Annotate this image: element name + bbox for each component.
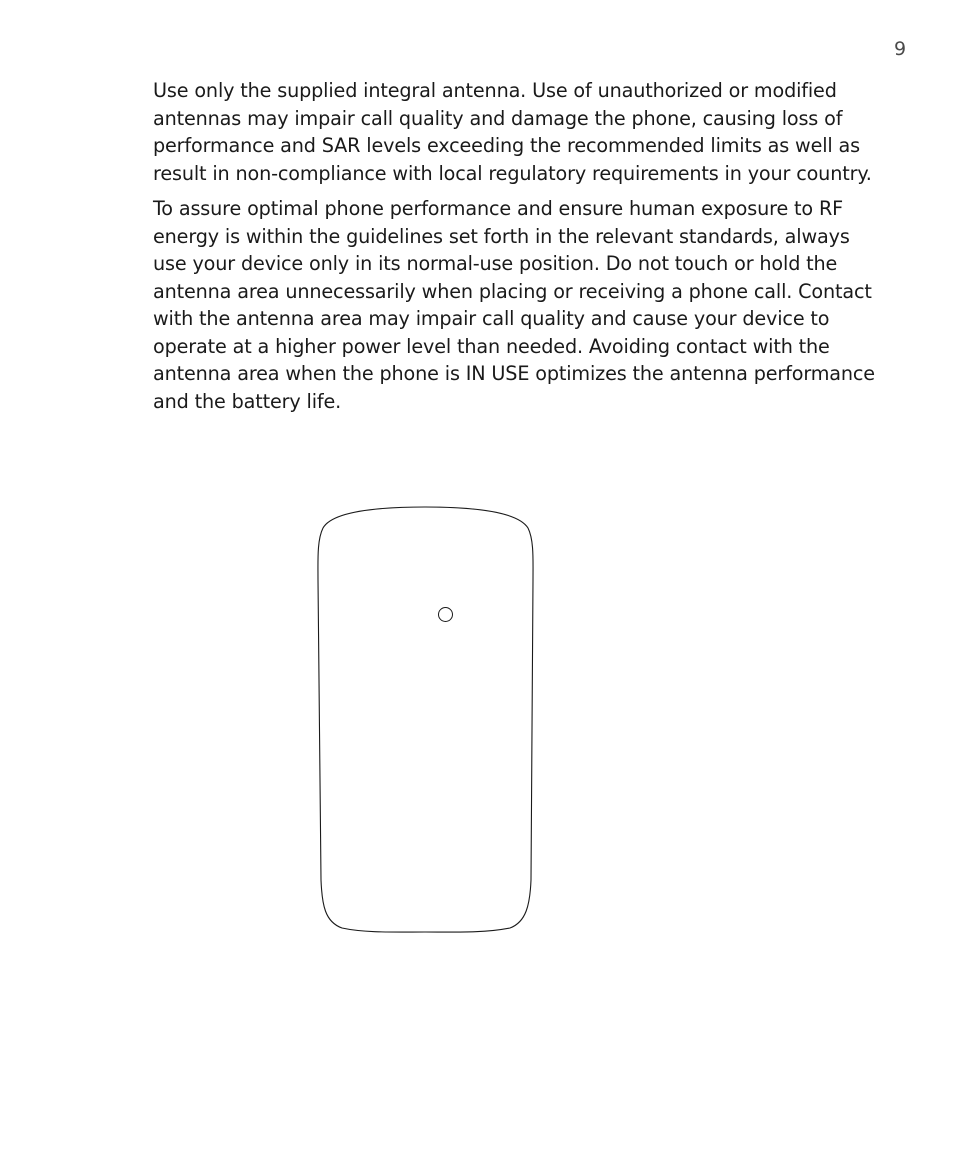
phone-back-illustration — [310, 500, 542, 940]
body-text — [153, 77, 883, 423]
page-number: 9 — [893, 38, 907, 60]
phone-outline-drawing — [310, 500, 542, 940]
paragraph-rf-exposure: To assure optimal phone performance and ensure human exposure to RF energy is within the guidelines set forth in the relevant standards, always use your device only in its normal-use position. Do not touch or hold the antenna area unnecessarily when placing or receiving a phone call. Contact with the antenna area may impair call quality and cause your device to operate at a higher power level than needed. Avoiding contact with the antenna area when the phone is IN USE optimizes the antenna performance and the battery life. — [153, 197, 875, 413]
camera-lens-icon — [439, 608, 453, 622]
paragraph-antenna-use: Use only the supplied integral antenna. Use of unauthorized or modified antennas may impair call quality and damage the phone, causing loss of performance and SAR levels exceeding the recommended limits as well as result in non-compliance with local regulatory requirements in your country. — [153, 79, 872, 185]
phone-body-outline — [318, 507, 533, 932]
